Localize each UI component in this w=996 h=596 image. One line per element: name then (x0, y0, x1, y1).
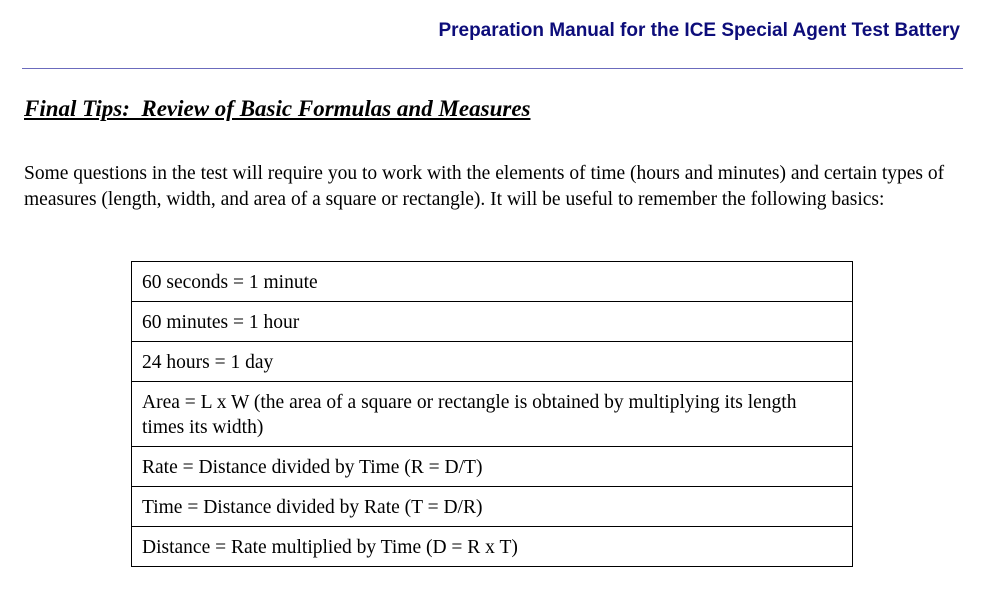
formula-cell-rate: Rate = Distance divided by Time (R = D/T) (132, 447, 853, 487)
formula-cell-minutes-hour: 60 minutes = 1 hour (132, 302, 853, 342)
table-row (132, 382, 853, 447)
table-row (132, 262, 853, 302)
formula-cell-time: Time = Distance divided by Rate (T = D/R) (132, 487, 853, 527)
running-header: Preparation Manual for the ICE Special Agent Test Battery (438, 20, 960, 41)
table-row (132, 527, 853, 567)
formula-table (131, 261, 853, 567)
formula-cell-area: Area = L x W (the area of a square or rectangle is obtained by multiplying its length times its width) (132, 382, 853, 447)
section-title: Final Tips: Review of Basic Formulas and Measures (24, 96, 531, 121)
formula-cell-hours-day: 24 hours = 1 day (132, 342, 853, 382)
table-row (132, 342, 853, 382)
table-row (132, 302, 853, 342)
formula-cell-distance: Distance = Rate multiplied by Time (D = R x T) (132, 527, 853, 567)
formula-cell-seconds-minute: 60 seconds = 1 minute (132, 262, 853, 302)
table-row (132, 447, 853, 487)
intro-paragraph: Some questions in the test will require you to work with the elements of time (hours and minutes) and certain types of measures (length, width, and area of a square or rectangle). It will be useful to remember the following basics: (24, 163, 945, 210)
header-divider (22, 68, 963, 69)
table-row (132, 487, 853, 527)
